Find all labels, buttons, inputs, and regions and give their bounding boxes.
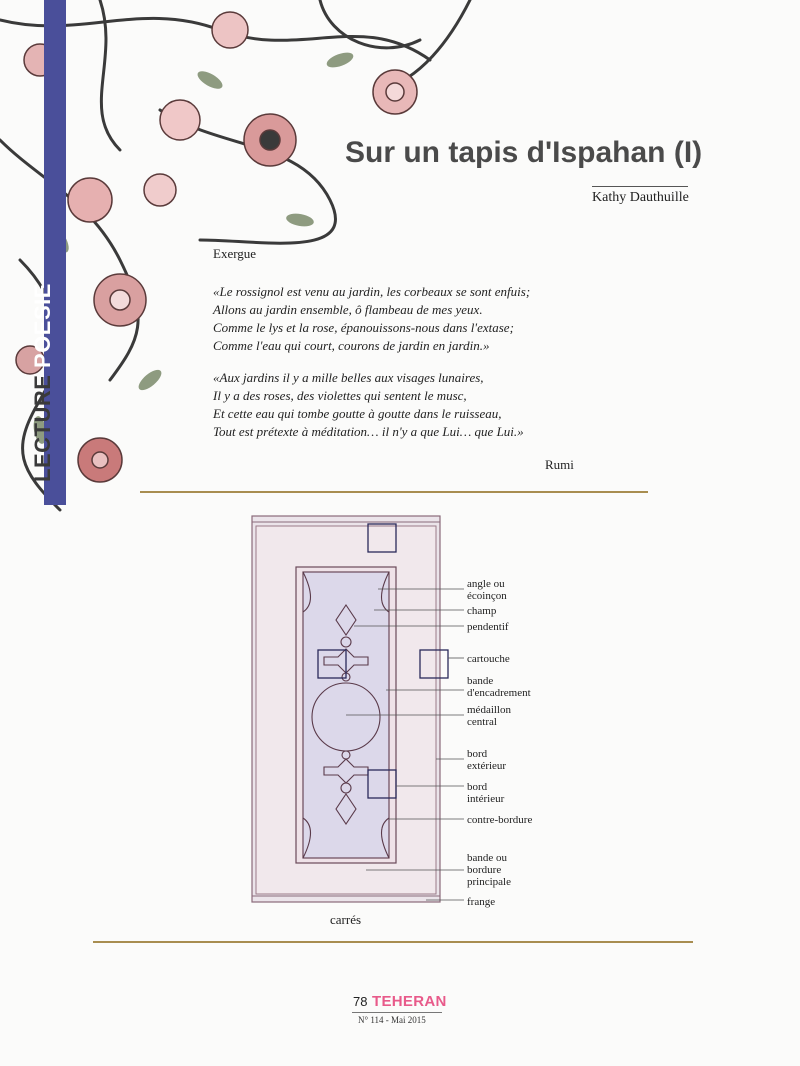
poem-line: Comme l'eau qui court, courons de jardin en jardin.» bbox=[213, 338, 490, 353]
article-title: Sur un tapis d'Ispahan (I) bbox=[345, 136, 703, 169]
label-bord-interieur: bord intérieur bbox=[467, 781, 505, 805]
poem-line: «Aux jardins il y a mille belles aux visages lunaires, bbox=[213, 370, 484, 385]
footer-rule bbox=[352, 1012, 442, 1013]
label-angle bbox=[467, 578, 507, 602]
page-number: 78 bbox=[353, 994, 368, 1009]
label-cartouche: cartouche bbox=[467, 653, 510, 665]
magazine-logo: TEHERAN bbox=[372, 993, 447, 1010]
poem-attribution: Rumi bbox=[545, 457, 574, 472]
label-bande-encadrement: bande d'encadrement bbox=[467, 675, 531, 699]
label-bord-exterieur: bord extérieur bbox=[467, 748, 507, 772]
label-contre-bordure: contre-bordure bbox=[467, 814, 533, 826]
poem-line: Et cette eau qui tombe goutte à goutte dans le ruisseau, bbox=[213, 406, 502, 421]
label-champ: champ bbox=[467, 605, 497, 617]
label-bande-bordure: bande ou bordure principale bbox=[467, 852, 511, 888]
label-frange: frange bbox=[467, 896, 496, 908]
poem-line: Tout est prétexte à méditation… il n'y a que Lui… que Lui.» bbox=[213, 424, 524, 439]
author-rule bbox=[592, 186, 688, 187]
article-author: Kathy Dauthuille bbox=[592, 190, 689, 205]
section-lecture: LECTURE bbox=[30, 374, 55, 482]
divider-bottom bbox=[93, 941, 693, 943]
issue-info: N° 114 - Mai 2015 bbox=[358, 1015, 426, 1025]
carpet-diagram bbox=[246, 512, 566, 912]
section-label bbox=[30, 283, 56, 482]
carpet-frame bbox=[252, 516, 440, 902]
poem-stanza-1 bbox=[213, 283, 530, 355]
divider-top bbox=[140, 491, 648, 493]
label-pendentif: pendentif bbox=[467, 621, 509, 633]
poem-line: «Le rossignol est venu au jardin, les corbeaux se sont enfuis; bbox=[213, 284, 531, 299]
label-angle-text: angle ou écoinçon bbox=[467, 578, 507, 602]
poem-line: Comme le lys et la rose, épanouissons-nous dans l'extase; bbox=[213, 320, 514, 335]
section-poesie: POESIE bbox=[30, 283, 55, 368]
exergue-label: Exergue bbox=[213, 246, 257, 261]
label-medaillon: médaillon central bbox=[467, 704, 511, 728]
poem-stanza-2 bbox=[213, 369, 524, 441]
diagram-caption: carrés bbox=[330, 912, 362, 927]
poem-line: Il y a des roses, des violettes qui sentent le musc, bbox=[213, 388, 467, 403]
poem-line: Allons au jardin ensemble, ô flambeau de mes yeux. bbox=[213, 302, 483, 317]
